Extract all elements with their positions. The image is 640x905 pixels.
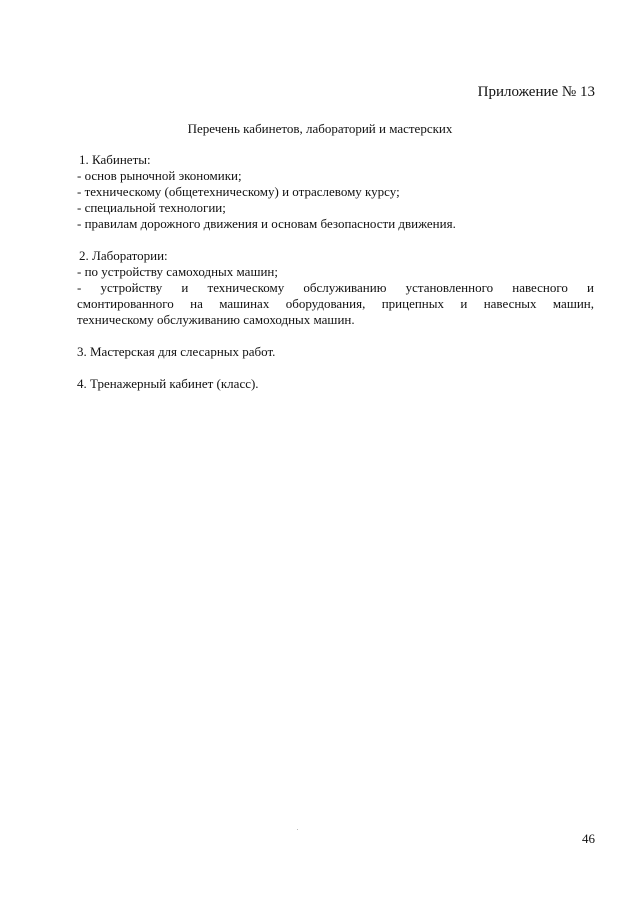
- section-simulator: [77, 376, 594, 392]
- paragraph-line: смонтированного на машинах оборудования, прицепных и навесных машин,: [77, 296, 594, 311]
- appendix-label: Приложение № 13: [477, 84, 595, 100]
- page-number: 46: [582, 831, 595, 846]
- document-title: Перечень кабинетов, лабораторий и мастерских: [187, 121, 453, 136]
- list-item: - основ рыночной экономики;: [77, 168, 242, 183]
- list-item: - специальной технологии;: [77, 200, 226, 215]
- section-heading: 3. Мастерская для слесарных работ.: [77, 344, 276, 359]
- list-item: - техническому (общетехническому) и отраслевому курсу;: [77, 184, 400, 199]
- section-heading: 2. Лаборатории:: [79, 248, 168, 263]
- document-body: [77, 152, 594, 392]
- section-cabinets: [77, 152, 594, 232]
- section-heading: 1. Кабинеты:: [79, 152, 151, 167]
- paragraph-line: техническому обслуживанию самоходных машин.: [77, 312, 355, 327]
- list-item: - по устройству самоходных машин;: [77, 264, 278, 279]
- section-heading: 4. Тренажерный кабинет (класс).: [77, 376, 259, 391]
- section-workshop: [77, 344, 594, 360]
- scan-speck: [297, 829, 298, 830]
- list-item: - правилам дорожного движения и основам безопасности движения.: [77, 216, 456, 231]
- section-laboratories: [77, 248, 594, 328]
- paragraph-line: - устройству и техническому обслуживанию установленного навесного и: [77, 280, 594, 295]
